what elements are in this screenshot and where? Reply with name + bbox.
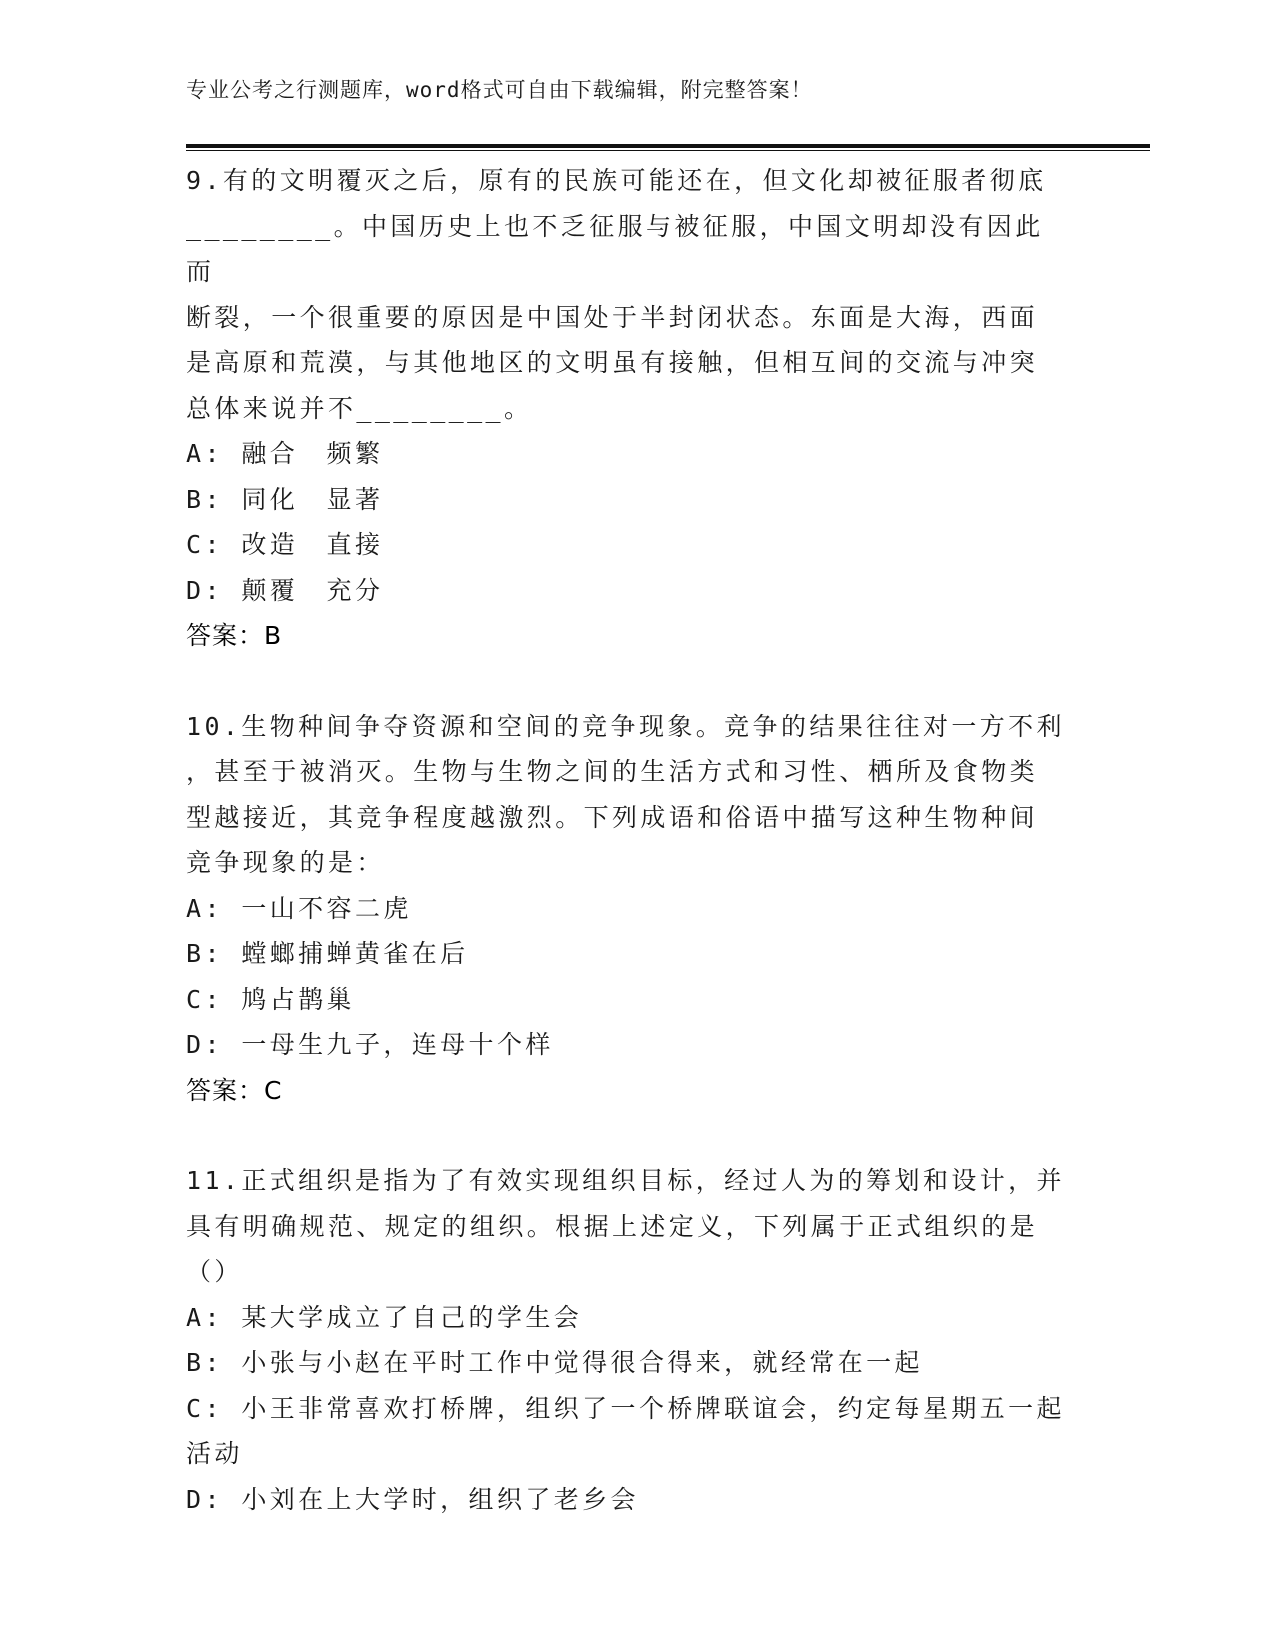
question-stem-line: 9.有的文明覆灭之后，原有的民族可能还在，但文化却被征服者彻底: [186, 166, 1047, 195]
option-a: A: 一山不容二虎: [186, 893, 412, 923]
option-d: D: 小刘在上大学时，组织了老乡会: [186, 1484, 639, 1514]
option-c: C: 改造 直接: [186, 530, 384, 559]
question-stem-line: 断裂，一个很重要的原因是中国处于半封闭状态。东面是大海，西面: [186, 302, 1039, 332]
question-stem-line: 是高原和荒漠，与其他地区的文明虽有接触，但相互间的交流与冲突: [186, 348, 1039, 377]
option-b: B: 螳螂捕蝉黄雀在后: [186, 939, 469, 968]
question-9: [186, 158, 1066, 659]
header-rule-thin: [186, 150, 1150, 151]
header-rule-thick: [186, 144, 1150, 148]
option-a: A: 融合 频繁: [186, 439, 384, 468]
page-header: 专业公考之行测题库，word格式可自由下载编辑，附完整答案！: [186, 78, 813, 102]
question-stem-line: 竞争现象的是：: [186, 848, 385, 877]
option-c: C: 小王非常喜欢打桥牌，组织了一个桥牌联谊会，约定每星期五一起: [186, 1393, 1065, 1423]
option-b: B: 小张与小赵在平时工作中觉得很合得来，就经常在一起: [186, 1348, 923, 1377]
question-stem-line: 总体来说并不________。: [186, 393, 533, 423]
option-a: A: 某大学成立了自己的学生会: [186, 1302, 583, 1332]
question-stem-line: （）: [186, 1257, 243, 1286]
question-stem-line: ________。中国历史上也不乏征服与被征服，中国文明却没有因此而: [186, 211, 1044, 286]
question-stem-line: 10.生物种间争夺资源和空间的竞争现象。竞争的结果往往对一方不利: [186, 711, 1065, 741]
question-stem-line: 型越接近，其竞争程度越激烈。下列成语和俗语中描写这种生物种间: [186, 802, 1039, 832]
question-10: [186, 704, 1066, 1114]
option-d: D: 颠覆 充分: [186, 575, 384, 605]
question-11: [186, 1158, 1066, 1522]
question-stem-line: ，甚至于被消灭。生物与生物之间的生活方式和习性、栖所及食物类: [186, 757, 1039, 786]
question-stem-line: 具有明确规范、规定的组织。根据上述定义，下列属于正式组织的是: [186, 1211, 1039, 1241]
option-c: C: 鸠占鹊巢: [186, 984, 355, 1014]
answer-line: 答案：C: [186, 1075, 283, 1105]
question-list: [186, 158, 1066, 1522]
option-d: D: 一母生九子，连母十个样: [186, 1030, 554, 1059]
question-stem-line: 11.正式组织是指为了有效实现组织目标，经过人为的筹划和设计，并: [186, 1166, 1065, 1195]
option-b: B: 同化 显著: [186, 484, 384, 514]
answer-line: 答案：B: [186, 621, 283, 650]
option-c-continued: 活动: [186, 1439, 243, 1468]
